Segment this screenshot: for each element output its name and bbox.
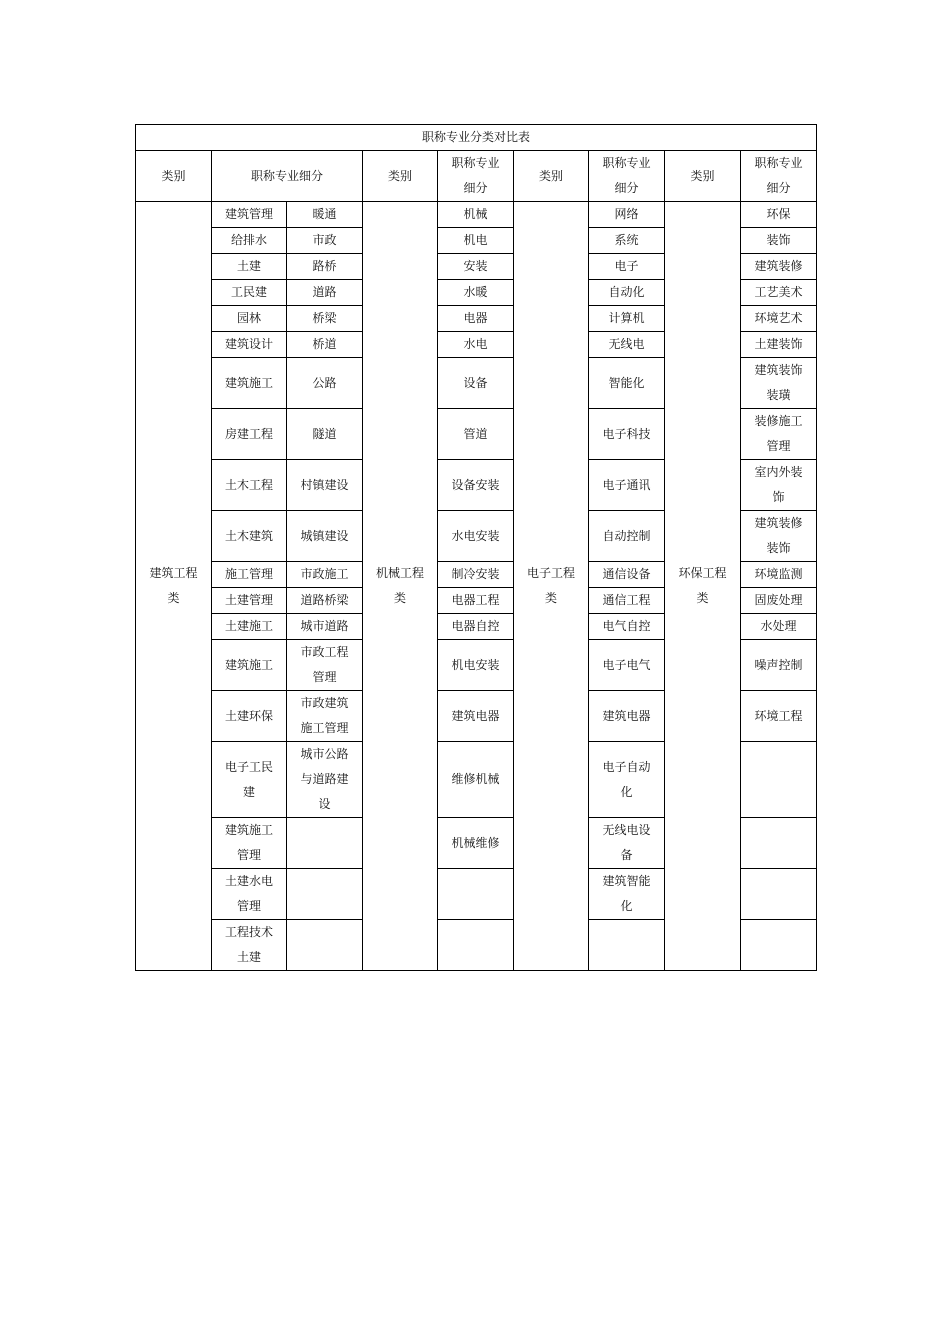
header-category: 类别 bbox=[514, 151, 589, 202]
table-cell: 系统 bbox=[589, 228, 665, 254]
table-cell: 安装 bbox=[438, 254, 514, 280]
table-cell: 环境监测 bbox=[741, 562, 817, 588]
table-cell: 土建施工 bbox=[212, 614, 287, 640]
table-cell: 设备安装 bbox=[438, 460, 514, 511]
table-cell: 桥梁 bbox=[287, 306, 363, 332]
table-cell: 市政建筑施工管理 bbox=[287, 691, 363, 742]
table-cell: 水暖 bbox=[438, 280, 514, 306]
table-cell: 土建管理 bbox=[212, 588, 287, 614]
table-cell: 装饰 bbox=[741, 228, 817, 254]
table-cell: 电子 bbox=[589, 254, 665, 280]
table-cell: 电子电气 bbox=[589, 640, 665, 691]
table-cell: 机械维修 bbox=[438, 818, 514, 869]
table-title: 职称专业分类对比表 bbox=[136, 125, 817, 151]
table-cell: 土木工程 bbox=[212, 460, 287, 511]
table-cell: 智能化 bbox=[589, 358, 665, 409]
table-cell: 隧道 bbox=[287, 409, 363, 460]
table-cell: 装修施工管理 bbox=[741, 409, 817, 460]
table-cell: 道路 bbox=[287, 280, 363, 306]
table-cell: 建筑智能化 bbox=[589, 869, 665, 920]
table-cell: 园林 bbox=[212, 306, 287, 332]
table-cell: 建筑装修 bbox=[741, 254, 817, 280]
table-cell: 电子自动化 bbox=[589, 742, 665, 818]
table-cell: 通信设备 bbox=[589, 562, 665, 588]
table-cell-empty bbox=[287, 818, 363, 869]
table-cell: 环境工程 bbox=[741, 691, 817, 742]
table-cell: 环保 bbox=[741, 202, 817, 228]
category-construction: 建筑工程类 bbox=[136, 202, 212, 971]
classification-table bbox=[135, 124, 817, 971]
header-category: 类别 bbox=[136, 151, 212, 202]
table-cell: 土木建筑 bbox=[212, 511, 287, 562]
table-cell: 工艺美术 bbox=[741, 280, 817, 306]
table-cell-empty bbox=[741, 742, 817, 818]
category-machinery: 机械工程类 bbox=[363, 202, 438, 971]
table-cell: 机电 bbox=[438, 228, 514, 254]
table-cell: 给排水 bbox=[212, 228, 287, 254]
table-cell: 土建水电管理 bbox=[212, 869, 287, 920]
table-cell: 电器工程 bbox=[438, 588, 514, 614]
table-cell: 设备 bbox=[438, 358, 514, 409]
header-category: 类别 bbox=[665, 151, 741, 202]
table-cell: 桥道 bbox=[287, 332, 363, 358]
table-cell: 网络 bbox=[589, 202, 665, 228]
table-cell: 电器自控 bbox=[438, 614, 514, 640]
table-cell: 建筑装修装饰 bbox=[741, 511, 817, 562]
table-cell: 电器 bbox=[438, 306, 514, 332]
table-cell: 电气自控 bbox=[589, 614, 665, 640]
table-cell: 土建环保 bbox=[212, 691, 287, 742]
table-cell: 无线电 bbox=[589, 332, 665, 358]
table-cell: 工民建 bbox=[212, 280, 287, 306]
table-cell: 城市道路 bbox=[287, 614, 363, 640]
table-cell: 电子通讯 bbox=[589, 460, 665, 511]
table-cell: 通信工程 bbox=[589, 588, 665, 614]
table-cell: 土建装饰 bbox=[741, 332, 817, 358]
table-cell-empty bbox=[438, 920, 514, 971]
table-cell: 无线电设备 bbox=[589, 818, 665, 869]
table-cell: 噪声控制 bbox=[741, 640, 817, 691]
table-cell: 建筑管理 bbox=[212, 202, 287, 228]
table-cell: 村镇建设 bbox=[287, 460, 363, 511]
table-cell: 建筑施工 bbox=[212, 358, 287, 409]
table-cell: 计算机 bbox=[589, 306, 665, 332]
category-environment: 环保工程类 bbox=[665, 202, 741, 971]
table-cell: 水电安装 bbox=[438, 511, 514, 562]
table-cell-empty bbox=[589, 920, 665, 971]
table-cell: 暖通 bbox=[287, 202, 363, 228]
table-cell: 自动控制 bbox=[589, 511, 665, 562]
table-cell: 建筑装饰装璜 bbox=[741, 358, 817, 409]
table-cell: 公路 bbox=[287, 358, 363, 409]
table-cell: 道路桥梁 bbox=[287, 588, 363, 614]
table-cell-empty bbox=[287, 920, 363, 971]
header-subdivision: 职称专业细分 bbox=[589, 151, 665, 202]
table-cell: 城镇建设 bbox=[287, 511, 363, 562]
table-cell: 管道 bbox=[438, 409, 514, 460]
table-cell-empty bbox=[741, 920, 817, 971]
category-electronics: 电子工程类 bbox=[514, 202, 589, 971]
table-cell: 市政工程管理 bbox=[287, 640, 363, 691]
table-cell: 建筑设计 bbox=[212, 332, 287, 358]
table-cell: 电子工民建 bbox=[212, 742, 287, 818]
header-category: 类别 bbox=[363, 151, 438, 202]
table-cell: 施工管理 bbox=[212, 562, 287, 588]
table-cell-empty bbox=[438, 869, 514, 920]
header-subdivision: 职称专业细分 bbox=[212, 151, 363, 202]
table-cell: 机械 bbox=[438, 202, 514, 228]
header-subdivision: 职称专业细分 bbox=[438, 151, 514, 202]
table-cell: 房建工程 bbox=[212, 409, 287, 460]
table-cell: 电子科技 bbox=[589, 409, 665, 460]
table-cell: 维修机械 bbox=[438, 742, 514, 818]
table-cell: 建筑电器 bbox=[438, 691, 514, 742]
table-cell: 路桥 bbox=[287, 254, 363, 280]
table-cell: 环境艺术 bbox=[741, 306, 817, 332]
table-cell: 土建 bbox=[212, 254, 287, 280]
table-cell: 水处理 bbox=[741, 614, 817, 640]
table-cell: 室内外装饰 bbox=[741, 460, 817, 511]
table-cell-empty bbox=[741, 869, 817, 920]
table-cell: 固废处理 bbox=[741, 588, 817, 614]
header-subdivision: 职称专业细分 bbox=[741, 151, 817, 202]
table-cell: 城市公路与道路建设 bbox=[287, 742, 363, 818]
table-cell: 建筑电器 bbox=[589, 691, 665, 742]
table-cell-empty bbox=[287, 869, 363, 920]
table-cell: 制冷安装 bbox=[438, 562, 514, 588]
table-cell: 市政 bbox=[287, 228, 363, 254]
table-cell: 机电安装 bbox=[438, 640, 514, 691]
table-cell-empty bbox=[741, 818, 817, 869]
table-cell: 水电 bbox=[438, 332, 514, 358]
table-cell: 建筑施工管理 bbox=[212, 818, 287, 869]
table-cell: 自动化 bbox=[589, 280, 665, 306]
table-cell: 工程技术土建 bbox=[212, 920, 287, 971]
table-cell: 建筑施工 bbox=[212, 640, 287, 691]
table-cell: 市政施工 bbox=[287, 562, 363, 588]
